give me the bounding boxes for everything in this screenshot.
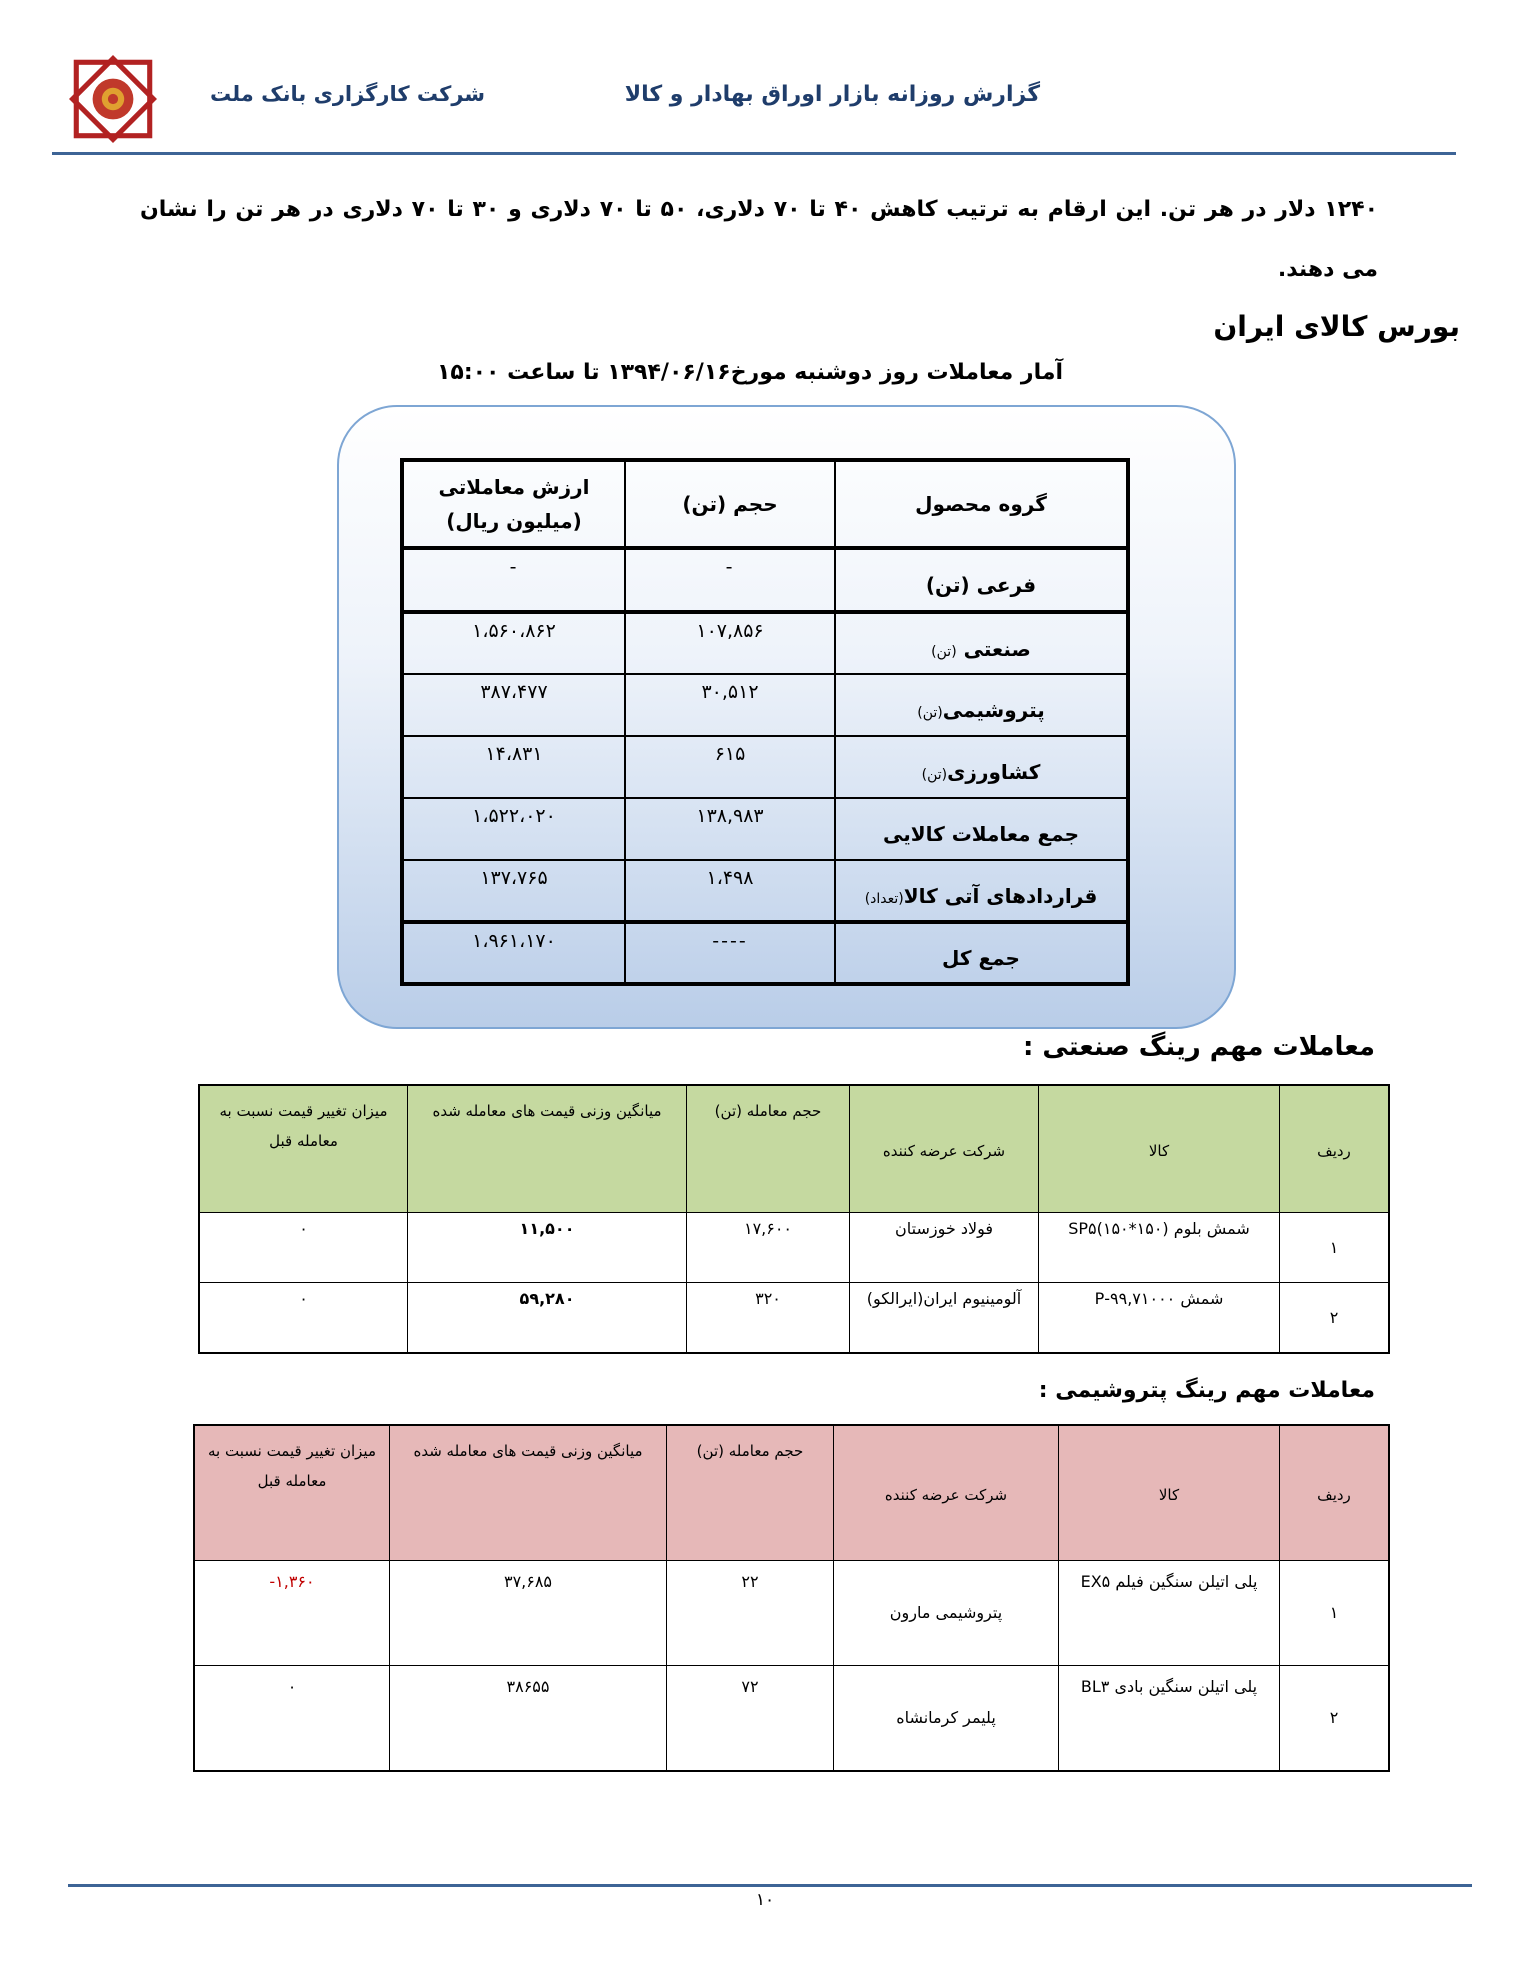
col-volume-header: حجم معامله (تن)	[667, 1425, 834, 1561]
row-value: ۱۴،۸۳۱	[402, 736, 625, 798]
row-label-cell	[835, 736, 1128, 798]
row-label-cell	[835, 674, 1128, 736]
table-row	[402, 548, 1128, 612]
table-row	[199, 1283, 1389, 1354]
industrial-ring-heading: معاملات مهم رینگ صنعتی :	[1022, 1032, 1375, 1062]
stats-caption: آمار معاملات روز دوشنبه مورخ۱۳۹۴/۰۶/۱۶ تا ساعت ۱۵:۰۰	[436, 360, 1064, 385]
row-no: ۱	[1280, 1561, 1390, 1666]
table-row	[402, 736, 1128, 798]
row-volume: -	[625, 548, 835, 612]
col-row-no-header: ردیف	[1280, 1085, 1390, 1213]
supplier-name: پتروشیمی مارون	[834, 1561, 1059, 1666]
company-logo-icon	[62, 48, 164, 150]
row-label: قراردادهای آتی کالا	[903, 883, 1098, 908]
col-item-header: کالا	[1059, 1425, 1280, 1561]
weighted-price: ۱۱,۵۰۰	[408, 1213, 687, 1283]
petro-deals-table	[193, 1424, 1390, 1772]
col-price-header: میانگین وزنی قیمت های معامله شده	[408, 1085, 687, 1213]
row-label: پتروشیمی	[942, 698, 1045, 722]
deal-volume: ۷۲	[667, 1666, 834, 1772]
table-row	[402, 612, 1128, 674]
row-value: -	[402, 548, 625, 612]
row-no: ۱	[1280, 1213, 1390, 1283]
weighted-price: ۳۷,۶۸۵	[390, 1561, 667, 1666]
row-label: جمع معاملات کالایی	[835, 798, 1128, 860]
col-item-header: کالا	[1039, 1085, 1280, 1213]
header-rule	[52, 152, 1456, 155]
row-no: ۲	[1280, 1666, 1390, 1772]
industrial-deals-table	[198, 1084, 1390, 1354]
item-name: شمش ۹۹,۷۱۰۰۰-P	[1039, 1283, 1280, 1354]
row-value: ۳۸۷،۴۷۷	[402, 674, 625, 736]
col-supplier-header: شرکت عرضه کننده	[850, 1085, 1039, 1213]
row-label: فرعی (تن)	[835, 548, 1128, 612]
report-title: گزارش روزانه بازار اوراق بهادار و کالا	[624, 82, 1040, 107]
deal-volume: ۱۷,۶۰۰	[687, 1213, 850, 1283]
row-unit: (تن)	[917, 705, 943, 721]
table-header-row	[402, 460, 1128, 548]
row-unit: (تن)	[931, 643, 957, 660]
row-value: ۱۳۷،۷۶۵	[402, 860, 625, 922]
row-value: ۱،۵۲۲،۰۲۰	[402, 798, 625, 860]
item-name: پلی اتیلن سنگین فیلم EX۵	[1059, 1561, 1280, 1666]
intro-paragraph: ۱۲۴۰ دلار در هر تن. این ارقام به ترتیب کاهش ۴۰ تا ۷۰ دلاری، ۵۰ تا ۷۰ دلاری و ۳۰ تا ۷۰ دلاری در هر تن را نشان می دهند.	[140, 197, 1379, 282]
row-volume: ----	[625, 922, 835, 984]
price-change: ۰	[199, 1283, 408, 1354]
table-row	[199, 1213, 1389, 1283]
table-row	[402, 798, 1128, 860]
price-change: ۰	[194, 1666, 390, 1772]
col-volume-header: حجم (تن)	[625, 460, 835, 548]
table-header-row	[199, 1085, 1389, 1213]
row-value: ۱،۹۶۱،۱۷۰	[402, 922, 625, 984]
row-unit: (تعداد)	[864, 890, 904, 907]
page-number: ۱۰	[755, 1890, 775, 1910]
row-label: کشاورزی	[947, 760, 1041, 784]
table-header-row	[194, 1425, 1389, 1561]
supplier-name: آلومینیوم ایران(ایرالکو)	[850, 1283, 1039, 1354]
row-volume: ۱،۴۹۸	[625, 860, 835, 922]
footer-rule	[68, 1884, 1472, 1887]
col-volume-header: حجم معامله (تن)	[687, 1085, 850, 1213]
col-supplier-header: شرکت عرضه کننده	[834, 1425, 1059, 1561]
section-title: بورس کالای ایران	[1213, 310, 1460, 343]
row-volume: ۶۱۵	[625, 736, 835, 798]
row-label: صنعتی	[963, 636, 1031, 661]
company-name: شرکت کارگزاری بانک ملت	[210, 82, 486, 106]
stats-table	[400, 458, 1130, 986]
row-label: جمع کل	[835, 922, 1128, 984]
table-row-total	[402, 922, 1128, 984]
col-group-header: گروه محصول	[835, 460, 1128, 548]
col-value-header: ارزش معاملاتی (میلیون ریال)	[402, 460, 625, 548]
table-row	[402, 860, 1128, 922]
row-label-cell	[835, 860, 1128, 922]
row-unit: (تن)	[921, 767, 948, 783]
row-volume: ۳۰,۵۱۲	[625, 674, 835, 736]
col-price-header: میانگین وزنی قیمت های معامله شده	[390, 1425, 667, 1561]
col-change-header: میزان تغییر قیمت نسبت به معامله قبل	[199, 1085, 408, 1213]
petro-ring-heading: معاملات مهم رینگ پتروشیمی :	[1038, 1378, 1375, 1403]
col-row-no-header: ردیف	[1280, 1425, 1390, 1561]
table-row	[194, 1666, 1389, 1772]
table-row	[402, 674, 1128, 736]
supplier-name: پلیمر کرمانشاه	[834, 1666, 1059, 1772]
supplier-name: فولاد خوزستان	[850, 1213, 1039, 1283]
row-volume: ۱۰۷,۸۵۶	[625, 612, 835, 674]
row-label-cell	[835, 612, 1128, 674]
row-value: ۱،۵۶۰،۸۶۲	[402, 612, 625, 674]
deal-volume: ۳۲۰	[687, 1283, 850, 1354]
price-change: ۰	[199, 1213, 408, 1283]
item-name: پلی اتیلن سنگین بادی BL۳	[1059, 1666, 1280, 1772]
weighted-price: ۵۹,۲۸۰	[408, 1283, 687, 1354]
table-row	[194, 1561, 1389, 1666]
row-no: ۲	[1280, 1283, 1390, 1354]
row-volume: ۱۳۸,۹۸۳	[625, 798, 835, 860]
weighted-price: ۳۸۶۵۵	[390, 1666, 667, 1772]
deal-volume: ۲۲	[667, 1561, 834, 1666]
price-change: ۱,۳۶۰-	[194, 1561, 390, 1666]
item-name: شمش بلوم (۱۵۰*۱۵۰)SP۵	[1039, 1213, 1280, 1283]
col-change-header: میزان تغییر قیمت نسبت به معامله قبل	[194, 1425, 390, 1561]
